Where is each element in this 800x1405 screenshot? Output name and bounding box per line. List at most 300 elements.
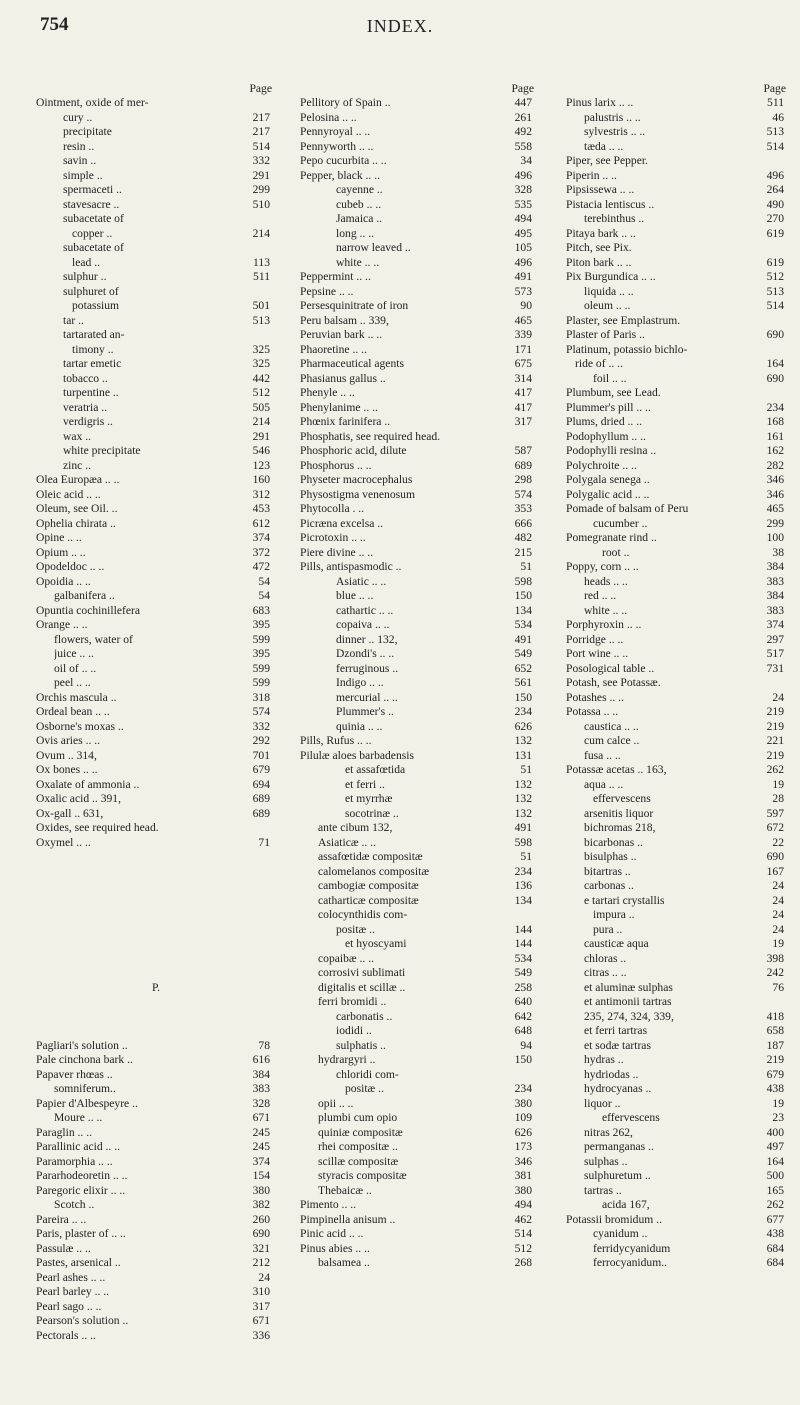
index-entry	[300, 778, 538, 793]
entry-term: stavesacre ..	[63, 197, 120, 211]
entry-page-number: 447	[512, 96, 532, 111]
entry-page-number: 438	[764, 1227, 784, 1242]
index-entry	[566, 1068, 790, 1083]
entry-page-number: 325	[250, 357, 270, 372]
entry-page-number: 671	[250, 1314, 270, 1329]
index-entry	[566, 372, 790, 387]
index-entry	[36, 691, 276, 706]
entry-term: Pomegranate rind ..	[566, 531, 657, 544]
entry-page-number: 245	[250, 1140, 270, 1155]
entry-page-number: 671	[250, 1111, 270, 1126]
index-entry	[36, 937, 276, 952]
index-entry	[36, 531, 276, 546]
index-entry	[566, 1198, 790, 1213]
entry-page-number: 144	[512, 923, 532, 938]
entry-term: Ovis aries .. ..	[36, 734, 101, 747]
entry-term: Phytocolla . ..	[300, 502, 365, 515]
entry-page-number: 219	[764, 749, 784, 764]
entry-page-number: 24	[769, 879, 784, 894]
entry-term: Phenylanime .. ..	[300, 400, 378, 414]
entry-term: rhei compositæ ..	[318, 1140, 398, 1153]
index-entry	[300, 1256, 538, 1271]
entry-term: Pearl barley .. ..	[36, 1285, 110, 1298]
entry-term: Piper, see Pepper.	[566, 154, 648, 167]
index-entry	[566, 401, 790, 416]
entry-term: flowers, water of	[54, 632, 133, 646]
entry-page-number: 395	[250, 618, 270, 633]
index-column-3	[566, 82, 790, 1271]
entry-term: peel .. ..	[54, 676, 91, 689]
entry-term: Pagliari's solution ..	[36, 1038, 128, 1052]
entry-term: Parallinic acid .. ..	[36, 1140, 121, 1153]
entry-term: white .. ..	[336, 255, 380, 269]
index-entry	[36, 285, 276, 300]
entry-page-number: 264	[764, 183, 784, 198]
entry-term: sylvestris .. ..	[584, 125, 646, 138]
index-entry	[300, 734, 538, 749]
entry-page-number: 689	[250, 792, 270, 807]
entry-page-number: 658	[764, 1024, 784, 1039]
index-entry	[36, 415, 276, 430]
entry-term: carbonas ..	[584, 879, 634, 892]
entry-term: sulphatis ..	[336, 1038, 386, 1052]
entry-term: Poppy, corn .. ..	[566, 560, 639, 573]
index-entry	[566, 1184, 790, 1199]
entry-term: Pareira .. ..	[36, 1212, 87, 1226]
entry-term: resin ..	[63, 139, 95, 153]
index-entry	[300, 314, 538, 329]
entry-page-number: 336	[250, 1329, 270, 1344]
entry-term: Polygalic acid .. ..	[566, 487, 650, 501]
entry-page-number: 418	[764, 1010, 784, 1025]
entry-page-number: 245	[250, 1126, 270, 1141]
entry-term: digitalis et scillæ ..	[318, 980, 406, 994]
entry-term: Phaoretine .. ..	[300, 342, 367, 356]
entry-term: potassium	[72, 299, 120, 312]
index-entry	[300, 1024, 538, 1039]
entry-page-number: 217	[250, 125, 270, 140]
index-entry	[300, 125, 538, 140]
entry-page-number: 465	[512, 314, 532, 329]
entry-term: Posological table ..	[566, 661, 655, 675]
entry-term: et hyoscyami	[345, 937, 407, 950]
entry-term: Port wine .. ..	[566, 647, 629, 660]
entry-page-number: 314	[512, 372, 532, 387]
entry-page-number: 234	[512, 1082, 532, 1097]
entry-term: heads .. ..	[584, 574, 628, 588]
index-entry	[36, 705, 276, 720]
entry-term: savin ..	[63, 154, 97, 167]
entry-term: Phosphoric acid, dilute	[300, 444, 407, 457]
entry-term: tartar emetic	[63, 357, 122, 370]
index-entry	[566, 676, 790, 691]
index-entry	[300, 1126, 538, 1141]
entry-page-number: 109	[512, 1111, 532, 1126]
entry-page-number: 234	[512, 705, 532, 720]
entry-term: Pitaya bark .. ..	[566, 226, 636, 240]
index-entry	[566, 169, 790, 184]
entry-term: et myrrhæ	[345, 792, 393, 805]
index-entry	[36, 1053, 276, 1068]
section-letter	[36, 981, 276, 996]
entry-page-number: 132	[512, 778, 532, 793]
index-entry	[36, 821, 276, 836]
entry-term: liquida .. ..	[584, 284, 634, 298]
entry-page-number: 19	[769, 778, 784, 793]
index-entry	[36, 546, 276, 561]
entry-term: simple ..	[63, 168, 103, 182]
index-entry	[36, 923, 276, 938]
entry-page-number: 384	[764, 589, 784, 604]
entry-term: Pilulæ aloes barbadensis	[300, 748, 414, 762]
index-entry	[36, 879, 276, 894]
entry-term: Pitch, see Pix.	[566, 241, 632, 254]
entry-term: Potassii bromidum ..	[566, 1212, 662, 1226]
index-entry	[300, 662, 538, 677]
entry-term: Paregoric elixir .. ..	[36, 1183, 126, 1197]
entry-page-number: 382	[250, 1198, 270, 1213]
index-entry	[36, 111, 276, 126]
index-entry	[300, 256, 538, 271]
index-entry	[36, 212, 276, 227]
entry-page-number: 587	[512, 444, 532, 459]
index-entry	[300, 415, 538, 430]
entry-page-number: 494	[512, 212, 532, 227]
entry-term: blue .. ..	[336, 589, 374, 602]
entry-term: Oleic acid .. ..	[36, 487, 101, 501]
entry-page-number: 105	[512, 241, 532, 256]
entry-term: Piperin .. ..	[566, 168, 617, 182]
entry-page-number: 642	[512, 1010, 532, 1025]
entry-page-number: 54	[255, 589, 270, 604]
entry-page-number: 501	[250, 299, 270, 314]
entry-page-number: 78	[255, 1039, 270, 1054]
index-entry	[300, 1242, 538, 1257]
entry-term: bitartras ..	[584, 864, 631, 878]
entry-page-number: 270	[764, 212, 784, 227]
index-entry	[566, 386, 790, 401]
entry-page-number: 372	[250, 546, 270, 561]
entry-term: hydrocyanas ..	[584, 1082, 652, 1095]
entry-page-number: 162	[764, 444, 784, 459]
index-entry	[36, 198, 276, 213]
index-entry	[566, 111, 790, 126]
entry-term: Opodeldoc .. ..	[36, 560, 105, 573]
entry-page-number: 317	[250, 1300, 270, 1315]
entry-page-number: 549	[512, 647, 532, 662]
entry-term: Osborne's moxas ..	[36, 719, 124, 733]
entry-page-number: 380	[512, 1184, 532, 1199]
entry-page-number: 298	[512, 473, 532, 488]
entry-term: caustica .. ..	[584, 719, 639, 733]
entry-page-number: 24	[769, 894, 784, 909]
entry-term: Podophyllum .. ..	[566, 429, 646, 443]
index-entry	[300, 488, 538, 503]
index-entry	[566, 546, 790, 561]
entry-term: Pepper, black .. ..	[300, 168, 381, 182]
entry-term: Porridge .. ..	[566, 632, 624, 646]
entry-page-number: 136	[512, 879, 532, 894]
entry-page-number: 154	[250, 1169, 270, 1184]
index-entry	[300, 1227, 538, 1242]
entry-page-number: 19	[769, 937, 784, 952]
entry-term: cathartic .. ..	[336, 603, 394, 617]
entry-term: Ox bones .. ..	[36, 763, 98, 776]
index-entry	[566, 241, 790, 256]
index-entry	[300, 792, 538, 807]
index-entry	[566, 821, 790, 836]
index-entry	[300, 473, 538, 488]
entry-page-number: 173	[512, 1140, 532, 1155]
entry-page-number: 374	[764, 618, 784, 633]
entry-term: sulphas ..	[584, 1154, 628, 1168]
index-entry	[566, 1111, 790, 1126]
entry-term: subacetate of	[63, 212, 124, 225]
entry-page-number: 510	[250, 198, 270, 213]
entry-page-number: 134	[512, 894, 532, 909]
entry-page-number: 299	[764, 517, 784, 532]
entry-page-number: 400	[764, 1126, 784, 1141]
entry-term: Platinum, potassio bichlo-	[566, 342, 688, 356]
entry-page-number: 312	[250, 488, 270, 503]
entry-page-number: 268	[512, 1256, 532, 1271]
index-entry	[300, 923, 538, 938]
entry-term: opii .. ..	[318, 1096, 354, 1110]
index-entry	[36, 894, 276, 909]
index-entry	[300, 995, 538, 1010]
index-entry	[566, 343, 790, 358]
index-entry	[36, 807, 276, 822]
index-entry	[36, 763, 276, 778]
entry-term: Pearl sago .. ..	[36, 1299, 102, 1313]
entry-page-number: 383	[764, 575, 784, 590]
entry-term: copaiva .. ..	[336, 618, 390, 631]
entry-term: ride of .. ..	[575, 357, 623, 370]
index-entry	[566, 1097, 790, 1112]
index-entry	[36, 749, 276, 764]
entry-page-number: 616	[250, 1053, 270, 1068]
index-entry	[300, 1111, 538, 1126]
index-entry	[36, 1155, 276, 1170]
index-entry	[36, 995, 276, 1010]
entry-term: impura ..	[593, 908, 635, 921]
index-entry	[36, 183, 276, 198]
entry-term: Orange .. ..	[36, 618, 88, 631]
entry-term: galbanifera ..	[54, 589, 115, 602]
entry-page-number: 24	[769, 691, 784, 706]
entry-page-number: 262	[764, 1198, 784, 1213]
entry-page-number: 374	[250, 1155, 270, 1170]
index-entry	[566, 1213, 790, 1228]
index-entry	[36, 517, 276, 532]
index-entry	[300, 386, 538, 401]
entry-term: Pills, antispasmodic ..	[300, 560, 402, 573]
index-entry	[566, 531, 790, 546]
entry-term: zinc ..	[63, 458, 92, 472]
entry-page-number: 491	[512, 821, 532, 836]
index-entry	[566, 154, 790, 169]
entry-page-number: 134	[512, 604, 532, 619]
entry-page-number: 234	[512, 865, 532, 880]
index-entry	[300, 1184, 538, 1199]
entry-term: Pelosina .. ..	[300, 110, 357, 124]
entry-term: Passulæ .. ..	[36, 1241, 91, 1255]
page-number: 754	[40, 14, 69, 35]
index-entry	[566, 1053, 790, 1068]
index-entry	[36, 575, 276, 590]
index-entry	[36, 314, 276, 329]
entry-term: subacetate of	[63, 241, 124, 254]
index-entry	[566, 227, 790, 242]
entry-term: fusa .. ..	[584, 748, 621, 762]
index-entry	[300, 154, 538, 169]
entry-page-number: 212	[250, 1256, 270, 1271]
entry-term: long .. ..	[336, 226, 375, 240]
entry-page-number: 549	[512, 966, 532, 981]
entry-page-number: 511	[764, 96, 784, 111]
index-entry	[300, 589, 538, 604]
entry-term: white precipitate	[63, 444, 141, 457]
entry-page-number: 292	[250, 734, 270, 749]
entry-page-number: 640	[512, 995, 532, 1010]
entry-term: Papier d'Albespeyre ..	[36, 1096, 138, 1110]
entry-page-number: 150	[512, 589, 532, 604]
index-entry	[300, 966, 538, 981]
index-entry	[566, 720, 790, 735]
entry-term: Asiatic .. ..	[336, 574, 387, 588]
entry-term: colocynthidis com-	[318, 908, 408, 921]
entry-term: P.	[151, 980, 161, 994]
entry-term: Orchis mascula ..	[36, 690, 117, 704]
entry-term: Opium .. ..	[36, 545, 86, 559]
index-entry	[566, 589, 790, 604]
index-entry	[566, 1169, 790, 1184]
index-entry	[36, 618, 276, 633]
entry-term: Papaver rhœas ..	[36, 1067, 113, 1081]
entry-term: hydras ..	[584, 1053, 624, 1066]
entry-page-number: 683	[250, 604, 270, 619]
index-entry	[36, 1300, 276, 1315]
entry-page-number: 171	[512, 343, 532, 358]
entry-page-number: 494	[512, 1198, 532, 1213]
entry-page-number: 558	[512, 140, 532, 155]
entry-term: tartras ..	[584, 1183, 622, 1197]
entry-term: Pinic acid .. ..	[300, 1227, 364, 1240]
index-entry	[300, 328, 538, 343]
entry-term: Plummer's ..	[336, 705, 394, 718]
entry-page-number: 679	[764, 1068, 784, 1083]
entry-term: Phosphatis, see required head.	[300, 429, 441, 443]
entry-page-number: 573	[512, 285, 532, 300]
entry-term: sulphur ..	[63, 270, 107, 283]
index-entry	[36, 1198, 276, 1213]
entry-page-number: 497	[764, 1140, 784, 1155]
entry-term: bicarbonas ..	[584, 835, 643, 849]
entry-page-number: 496	[512, 169, 532, 184]
index-entry	[36, 1097, 276, 1112]
index-entry	[300, 676, 538, 691]
index-entry	[566, 328, 790, 343]
entry-term: calomelanos compositæ	[318, 864, 430, 878]
entry-term: hydrargyri ..	[318, 1053, 376, 1066]
entry-term: socotrinæ ..	[345, 806, 399, 820]
index-entry	[300, 285, 538, 300]
entry-term: Plumbum, see Lead.	[566, 386, 661, 399]
entry-term: Paramorphia .. ..	[36, 1154, 113, 1168]
index-entry	[36, 125, 276, 140]
entry-page-number: 215	[512, 546, 532, 561]
index-entry	[566, 140, 790, 155]
entry-term: quinia .. ..	[336, 719, 383, 733]
index-entry	[300, 1198, 538, 1213]
entry-page-number: 291	[250, 430, 270, 445]
index-entry	[566, 647, 790, 662]
entry-page-number: 214	[250, 415, 270, 430]
entry-term: Pennyroyal .. ..	[300, 125, 371, 138]
entry-page-number: 684	[764, 1256, 784, 1271]
entry-term: citras .. ..	[584, 966, 627, 979]
index-entry	[300, 343, 538, 358]
index-entry	[566, 691, 790, 706]
entry-term: copper ..	[72, 226, 113, 240]
index-entry	[300, 1039, 538, 1054]
entry-page-number: 346	[512, 1155, 532, 1170]
entry-term: Peruvian bark .. ..	[300, 328, 383, 341]
entry-term: Picræna excelsa ..	[300, 516, 384, 530]
index-entry	[566, 937, 790, 952]
entry-page-number: 512	[512, 1242, 532, 1257]
entry-term: precipitate	[63, 125, 112, 138]
entry-page-number: 534	[512, 618, 532, 633]
entry-page-number: 626	[512, 1126, 532, 1141]
index-entry	[300, 1140, 538, 1155]
index-entry	[566, 995, 790, 1010]
index-entry	[300, 502, 538, 517]
index-entry	[300, 111, 538, 126]
index-entry	[300, 299, 538, 314]
entry-page-number: 339	[512, 328, 532, 343]
entry-page-number: 546	[250, 444, 270, 459]
entry-page-number: 514	[764, 140, 784, 155]
entry-page-number: 150	[512, 691, 532, 706]
entry-term: Pepo cucurbita .. ..	[300, 154, 387, 167]
index-entry	[566, 966, 790, 981]
entry-term: acida 167,	[602, 1198, 650, 1211]
entry-page-number: 328	[512, 183, 532, 198]
entry-page-number: 495	[512, 227, 532, 242]
entry-page-number: 332	[250, 154, 270, 169]
entry-term: red .. ..	[584, 589, 617, 602]
index-entry	[566, 778, 790, 793]
entry-term: Physeter macrocephalus	[300, 473, 413, 486]
entry-term: spermaceti ..	[63, 183, 122, 196]
entry-page-number: 666	[512, 517, 532, 532]
entry-term: white .. ..	[584, 603, 628, 617]
index-entry	[300, 183, 538, 198]
index-entry	[300, 96, 538, 111]
entry-term: plumbi cum opio	[318, 1111, 398, 1124]
entry-page-number: 689	[512, 459, 532, 474]
entry-term: et ferri ..	[345, 777, 385, 791]
entry-term: sulphuret of	[63, 284, 119, 298]
entry-page-number: 51	[517, 560, 532, 575]
index-entry	[36, 430, 276, 445]
index-entry	[566, 749, 790, 764]
entry-page-number: 612	[250, 517, 270, 532]
entry-page-number: 514	[250, 140, 270, 155]
index-entry	[300, 546, 538, 561]
entry-term: quiniæ compositæ	[318, 1125, 403, 1139]
